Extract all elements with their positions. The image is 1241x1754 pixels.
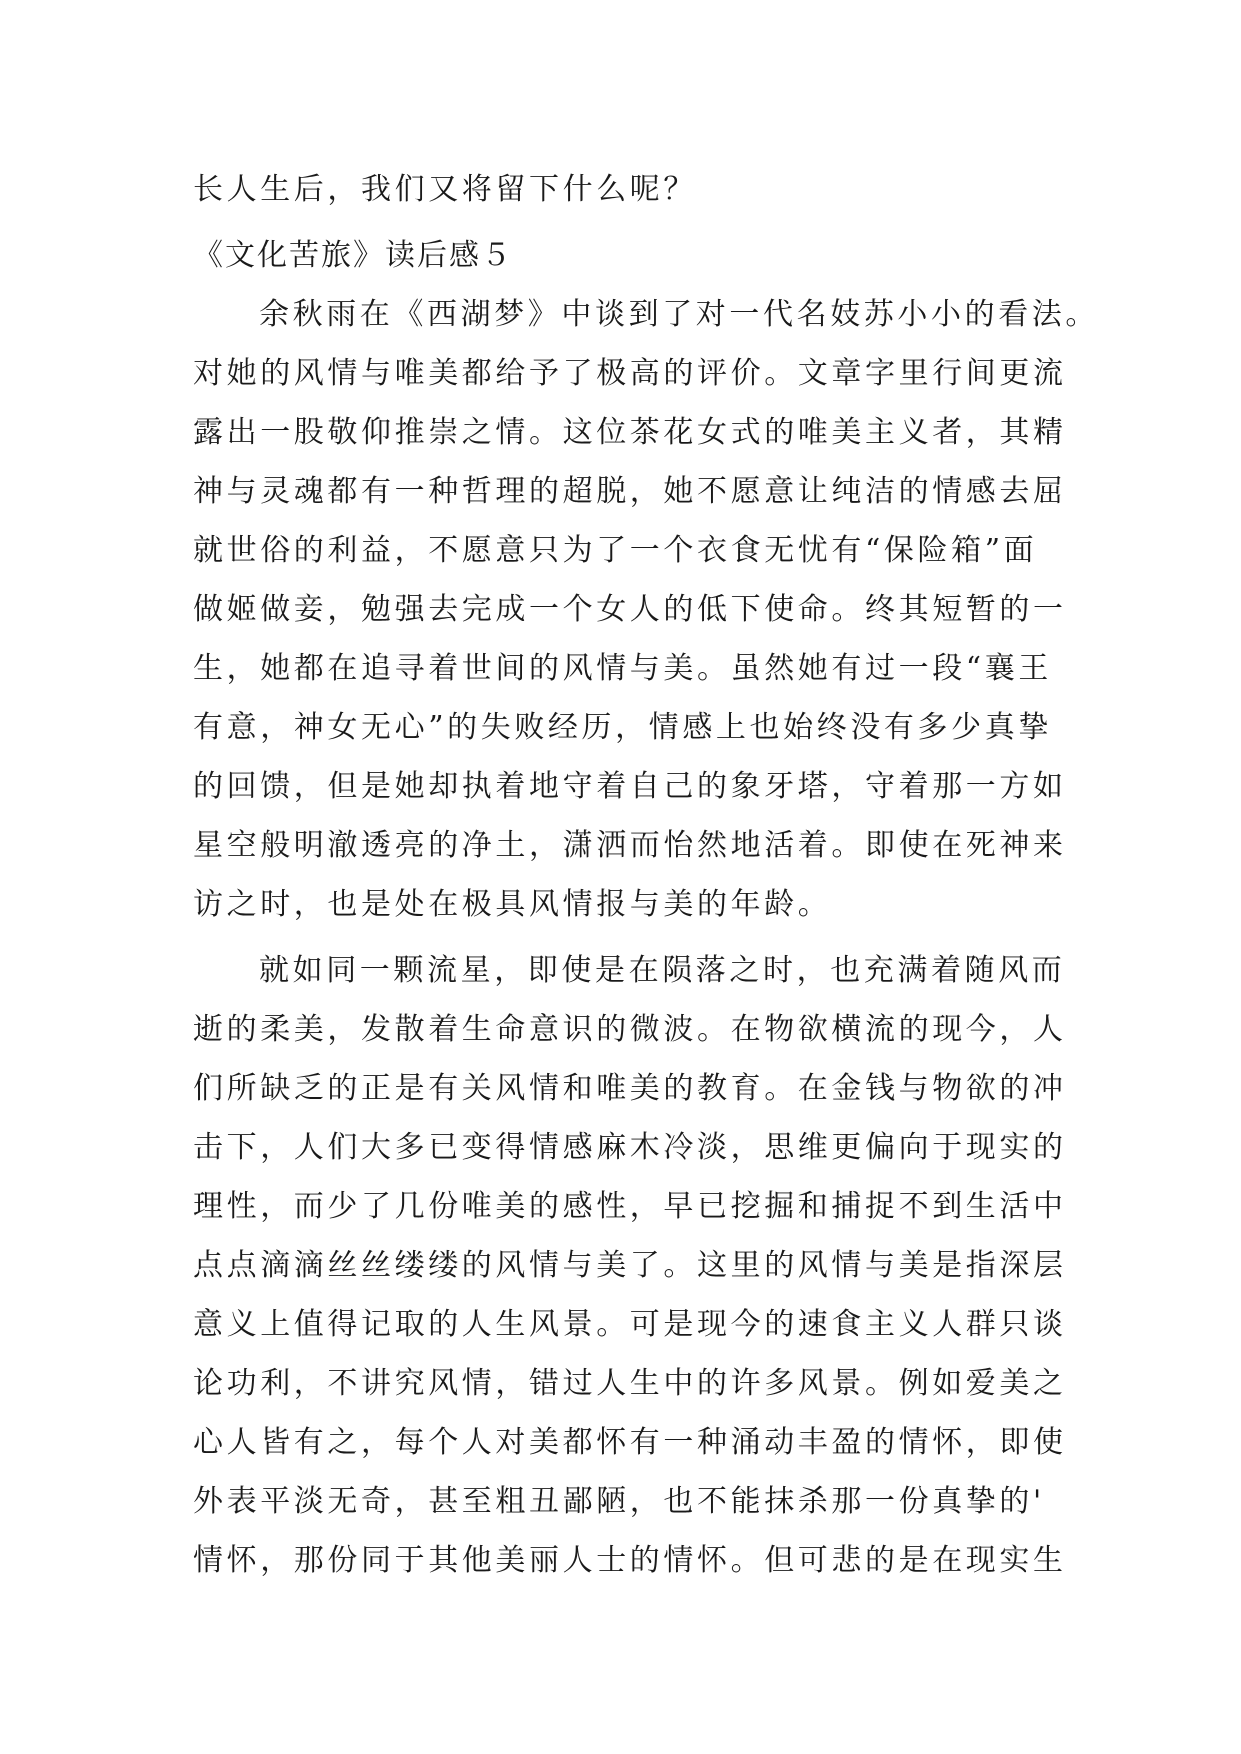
paragraph-line: 们所缺乏的正是有关风情和唯美的教育。在金钱与物欲的冲 [193,1071,1067,1106]
paragraph-line: 论功利，不讲究风情，错过人生中的许多风景。例如爱美之 [193,1366,1067,1401]
paragraph-line: 击下，人们大多已变得情感麻木冷淡，思维更偏向于现实的 [193,1130,1067,1165]
paragraph-line: 对她的风情与唯美都给予了极高的评价。文章字里行间更流 [193,356,1067,391]
paragraph-2 [193,941,1067,1590]
essay-heading: 《文化苦旅》读后感５ [193,238,513,273]
paragraph-line: 星空般明澈透亮的净土，潇洒而怡然地活着。即使在死神来 [193,828,1067,863]
paragraph-line: 就如同一颗流星，即使是在陨落之时，也充满着随风而 [259,953,1066,988]
paragraph-line: 意义上值得记取的人生风景。可是现今的速食主义人群只谈 [193,1307,1067,1342]
paragraph-line: 神与灵魂都有一种哲理的超脱，她不愿意让纯洁的情感去屈 [193,474,1067,509]
paragraph-line: 就世俗的利益，不愿意只为了一个衣食无忧有“保险箱”面 [193,533,1038,568]
paragraph-line: 点点滴滴丝丝缕缕的风情与美了。这里的风情与美是指深层 [193,1248,1067,1283]
paragraph-line: 理性，而少了几份唯美的感性，早已挖掘和捕捉不到生活中 [193,1189,1067,1224]
paragraph-1 [193,285,1099,934]
paragraph-line: 生，她都在追寻着世间的风情与美。虽然她有过一段“襄王 [193,651,1052,686]
paragraph-line: 有意，神女无心”的失败经历，情感上也始终没有多少真挚 [193,710,1052,745]
paragraph-line: 心人皆有之，每个人对美都怀有一种涌动丰盈的情怀，即使 [193,1425,1067,1460]
paragraph-line: 余秋雨在《西湖梦》中谈到了对一代名妓苏小小的看法。 [259,297,1099,332]
paragraph-line: 逝的柔美，发散着生命意识的微波。在物欲横流的现今，人 [193,1012,1067,1047]
paragraph-line: 露出一股敬仰推崇之情。这位茶花女式的唯美主义者，其精 [193,415,1067,450]
paragraph-line: 访之时，也是处在极具风情报与美的年龄。 [193,887,832,922]
paragraph-line: 做姬做妾，勉强去完成一个女人的低下使命。终其短暂的一 [193,592,1067,627]
paragraph-line: 外表平淡无奇，甚至粗丑鄙陋，也不能抹杀那一份真挚的' [193,1484,1045,1519]
document-text [193,160,1099,1590]
paragraph-line: 情怀，那份同于其他美丽人士的情怀。但可悲的是在现实生 [193,1543,1067,1578]
paragraph-line: 的回馈，但是她却执着地守着自己的象牙塔，守着那一方如 [193,769,1067,804]
lead-in-line: 长人生后，我们又将留下什么呢？ [193,172,697,207]
